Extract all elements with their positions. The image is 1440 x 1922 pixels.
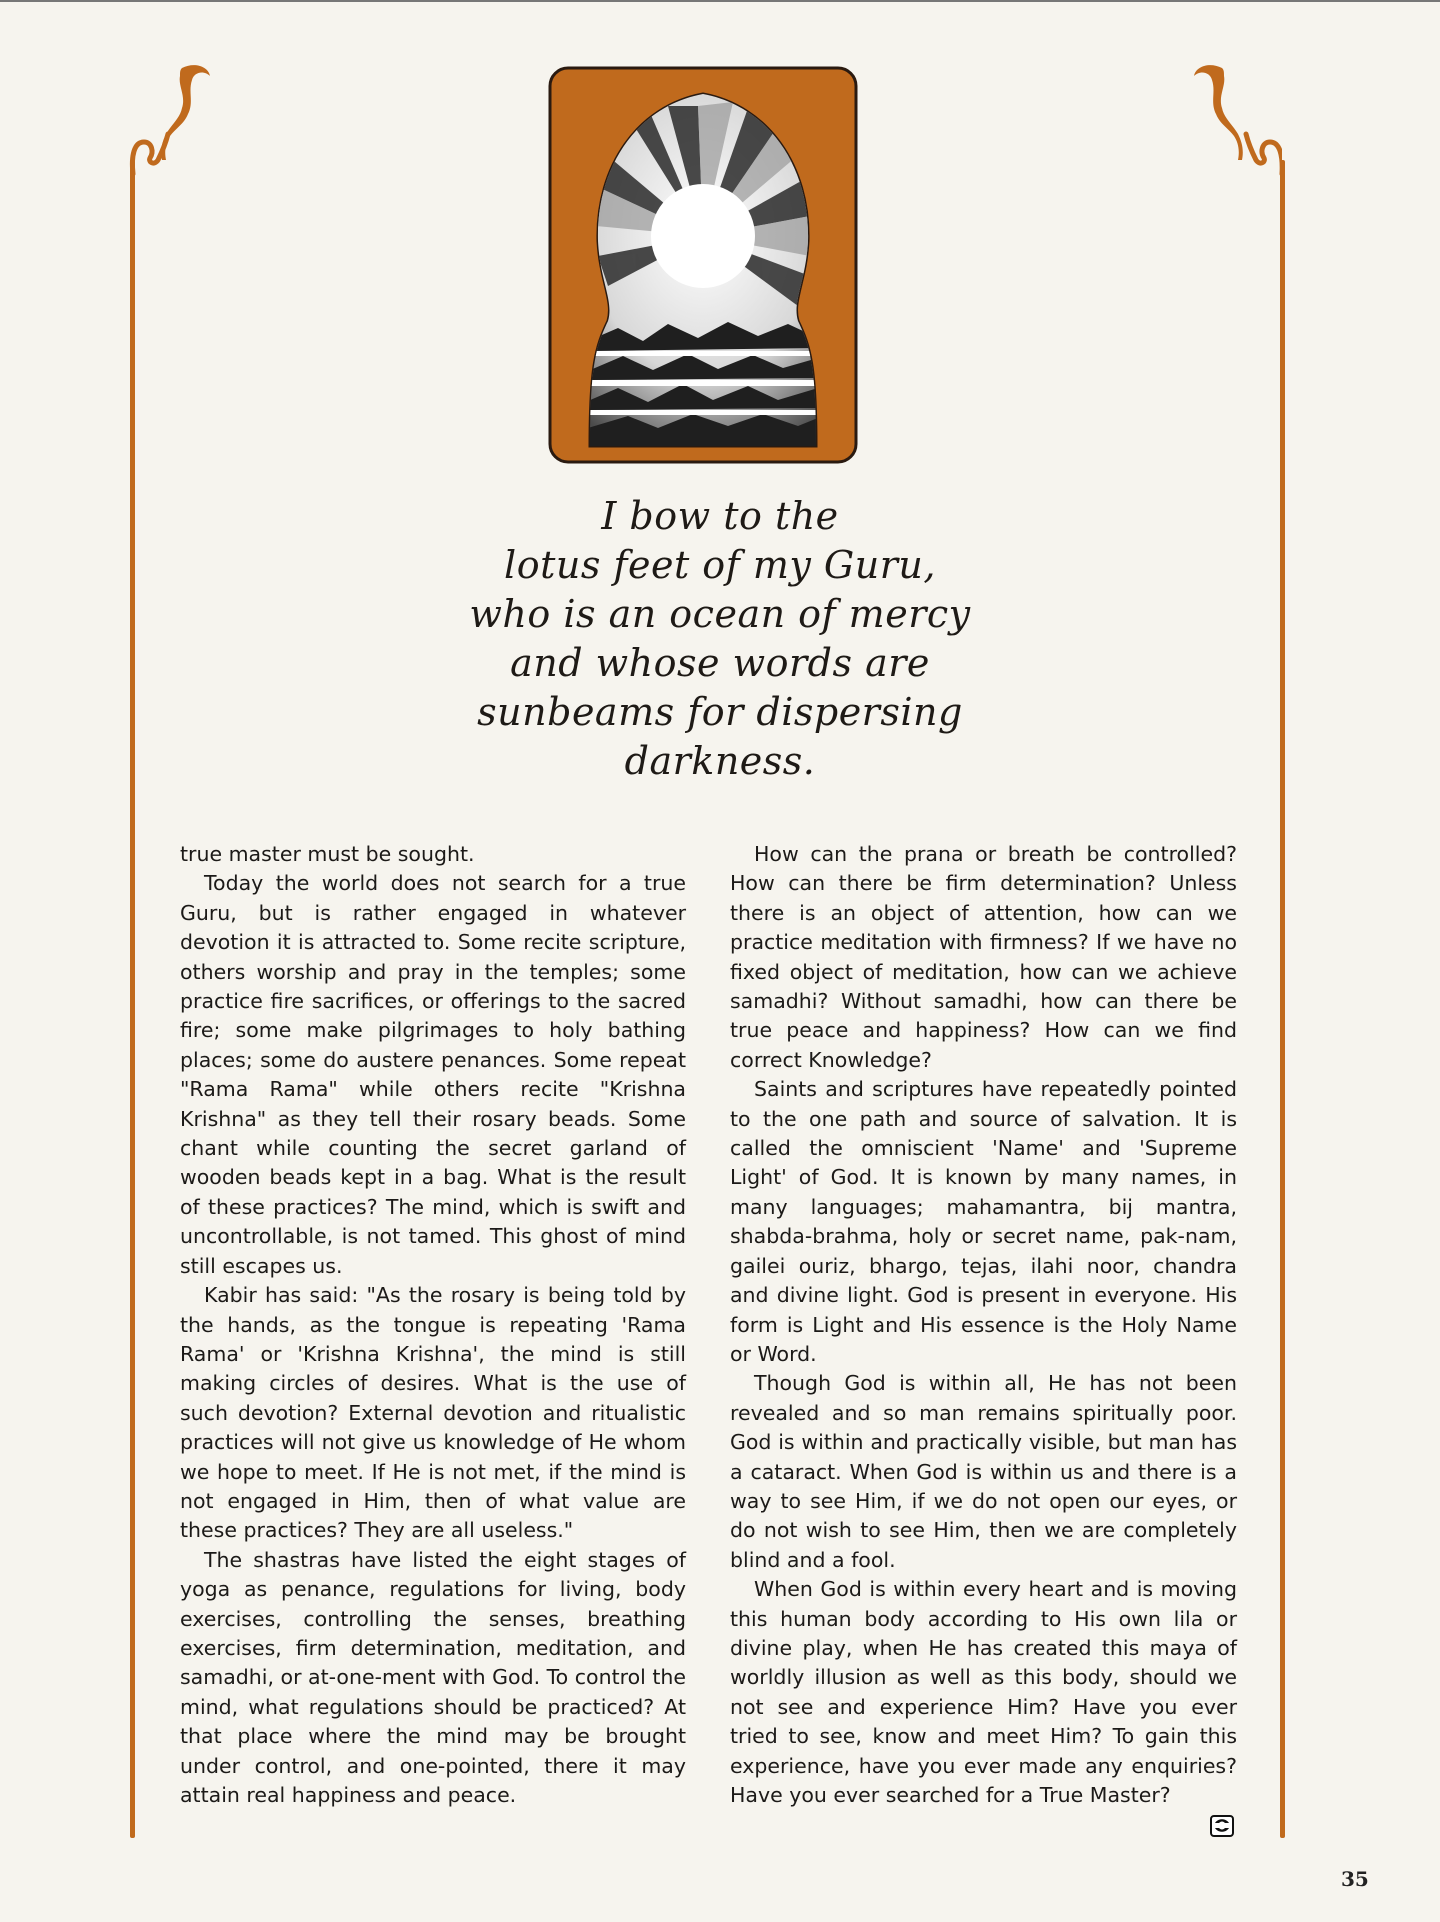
paragraph: Kabir has said: "As the rosary is being told by the hands, as the tongue is repeating 'Rama Rama' or 'Krishna Krishna', the mind is still making circles of desires. What is the use of such devotion? External devotion and ritualistic practices will not give us knowledge of He whom we hope to meet. If He is not met, if the mind is not engaged in Him, then of what value are these practices? They are all useless." <box>180 1283 686 1543</box>
sun-over-mountains-arch-icon <box>548 66 858 464</box>
right-text-column <box>730 840 1237 1810</box>
left-border-line <box>130 160 135 1838</box>
paragraph: true master must be sought. <box>180 842 475 866</box>
quote-line: darkness. <box>624 739 816 783</box>
paragraph: When God is within every heart and is moving this human body according to His own lila or divine play, when He has created this maya of worldly illusion as well as this body, should we not see and experience Him? Have you ever tried to see, know and meet Him? To gain this experience, have you ever made any enquiries? Have you ever searched for a True Master? <box>730 1577 1237 1807</box>
paragraph: Today the world does not search for a true Guru, but is rather engaged in whatever devotion it is attracted to. Some recite scripture, others worship and pray in the temples; some practice fire sacrifices, or offerings to the sacred fire; some make pilgrimages to holy bathing places; some do austere penances. Some repeat "Rama Rama" while others recite "Krishna Krishna" as they tell their rosary beads. Some chant while counting the secret garland of wooden beads kept in a bag. What is the result of these practices? The mind, which is swift and uncontrollable, is not tamed. This ghost of mind still escapes us. <box>180 871 686 1278</box>
quote-line: I bow to the <box>601 494 839 538</box>
quote-line: sunbeams for dispersing <box>477 690 963 734</box>
paragraph: Saints and scriptures have repeatedly pointed to the one path and source of salvation. It is called the omniscient 'Name' and 'Supreme Light' of God. It is known by many names, in many languages; mahamantra, bij mantra, shabda-brahma, holy or secret name, pak-nam, gailei ouriz, bhargo, tejas, ilahi noor, chandra and divine light. God is present in everyone. His form is Light and His essence is the Holy Name or Word. <box>730 1077 1237 1366</box>
right-flourish-icon <box>1186 62 1282 182</box>
quote-line: who is an ocean of mercy <box>469 592 971 636</box>
paragraph: The shastras have listed the eight stages of yoga as penance, regulations for living, body exercises, controlling the senses, breathing exercises, firm determination, meditation, and samadhi, or at-one-ment with God. To control the mind, what regulations should be practiced? At that place where the mind may be brought under control, and one-pointed, there it may attain real happiness and peace. <box>180 1547 686 1807</box>
pull-quote <box>420 492 1020 786</box>
quote-line: and whose words are <box>510 641 930 685</box>
paragraph: Though God is within all, He has not been revealed and so man remains spiritually poor. God is within and practically visible, but man has a cataract. When God is within us and there is a way to see Him, if we do not open our eyes, or do not wish to see Him, then we are completely blind and a fool. <box>730 1371 1237 1572</box>
left-text-column <box>180 840 686 1810</box>
end-of-article-icon <box>1210 1815 1234 1837</box>
left-flourish-icon <box>122 62 218 182</box>
right-border-line <box>1280 160 1285 1838</box>
page-number: 35 <box>1341 1867 1369 1891</box>
quote-line: lotus feet of my Guru, <box>504 543 936 587</box>
paragraph: How can the prana or breath be controlled? How can there be firm determination? Unless there is an object of attention, how can we practice meditation with firmness? If we have no fixed object of meditation, how can we achieve samadhi? Without samadhi, how can there be true peace and happiness? How can we find correct Knowledge? <box>730 842 1237 1072</box>
